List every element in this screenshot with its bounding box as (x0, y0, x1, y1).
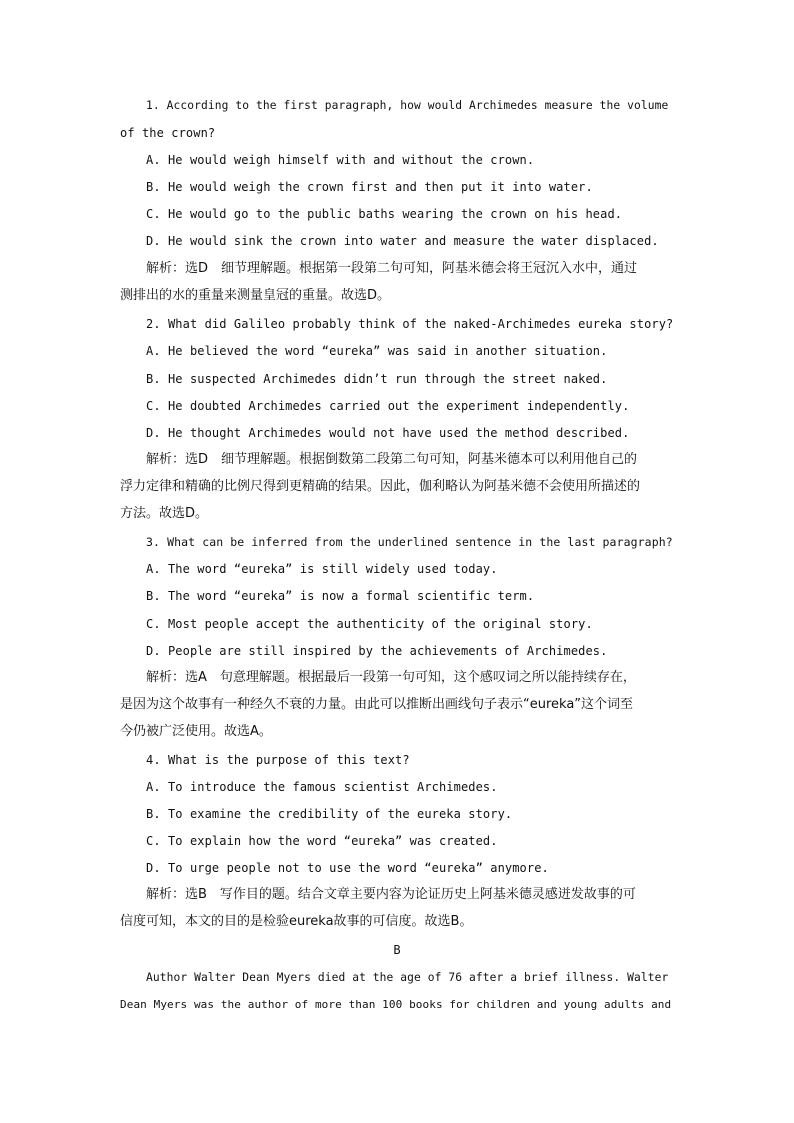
question-1-stem: 1. According to the first paragraph, how would Archimedes measure the volume (146, 99, 669, 112)
question-2-option-c: C. He doubted Archimedes carried out the experiment independently. (146, 399, 630, 413)
question-4-option-d: D. To urge people not to use the word “eureka” anymore. (146, 861, 549, 875)
question-2-option-d: D. He thought Archimedes would not have used the method described. (146, 426, 630, 440)
question-3-stem: 3. What can be inferred from the underlined sentence in the last paragraph? (146, 535, 673, 549)
question-3-explanation-cont: 是因为这个故事有一种经久不衰的力量。由此可以推断出画线句子表示“eureka”这个词至 (120, 697, 634, 712)
question-1-stem-cont: of the crown? (120, 126, 216, 140)
section-b-paragraph: Author Walter Dean Myers died at the age of 76 after a brief illness. Walter (146, 971, 669, 984)
question-1-option-d: D. He would sink the crown into water and measure the water displaced. (146, 234, 659, 248)
question-3-explanation-cont-2: 今仍被广泛使用。故选A。 (120, 724, 272, 739)
question-2-explanation: 解析：选D 细节理解题。根据倒数第二段第二句可知，阿基米德本可以利用他自己的 (146, 452, 638, 467)
question-3-option-d: D. People are still inspired by the achievements of Archimedes. (146, 644, 608, 658)
question-4-option-c: C. To explain how the word “eureka” was created. (146, 834, 498, 848)
question-3-option-b: B. The word “eureka” is now a formal scientific term. (146, 589, 535, 603)
question-1-option-c: C. He would go to the public baths wearing the crown on his head. (146, 207, 623, 221)
section-b-paragraph-cont: Dean Myers was the author of more than 100 books for children and young adults and (120, 998, 672, 1011)
question-3-option-a: A. The word “eureka” is still widely used today. (146, 562, 498, 576)
question-4-option-a: A. To introduce the famous scientist Archimedes. (146, 780, 498, 794)
question-4-stem: 4. What is the purpose of this text? (146, 753, 410, 767)
question-1-explanation-cont: 测排出的水的重量来测量皇冠的重量。故选D。 (120, 288, 391, 303)
question-3-explanation: 解析：选A 句意理解题。根据最后一段第一句可知，这个感叹词之所以能持续存在， (146, 670, 636, 685)
question-1-option-a: A. He would weigh himself with and without the crown. (146, 153, 535, 167)
question-4-explanation-cont: 信度可知，本文的目的是检验eureka故事的可信度。故选B。 (120, 914, 473, 929)
section-b-heading: B (393, 943, 401, 957)
question-2-explanation-cont: 浮力定律和精确的比例尺得到更精确的结果。因此，伽利略认为阿基米德不会使用所描述的 (120, 479, 641, 494)
question-2-option-a: A. He believed the word “eureka” was said in another situation. (146, 344, 608, 358)
question-1-option-b: B. He would weigh the crown first and then put it into water. (146, 180, 593, 194)
question-2-option-b: B. He suspected Archimedes didn’t run through the street naked. (146, 372, 608, 386)
question-2-stem: 2. What did Galileo probably think of the naked-Archimedes eureka story? (146, 317, 674, 331)
question-1-explanation: 解析：选D 细节理解题。根据第一段第二句可知，阿基米德会将王冠沉入水中，通过 (146, 261, 638, 276)
question-4-explanation: 解析：选B 写作目的题。结合文章主要内容为论证历史上阿基米德灵感迸发故事的可 (146, 887, 636, 902)
question-2-explanation-cont-2: 方法。故选D。 (120, 506, 209, 521)
question-3-option-c: C. Most people accept the authenticity of the original story. (146, 617, 593, 631)
question-4-option-b: B. To examine the credibility of the eureka story. (146, 807, 513, 821)
